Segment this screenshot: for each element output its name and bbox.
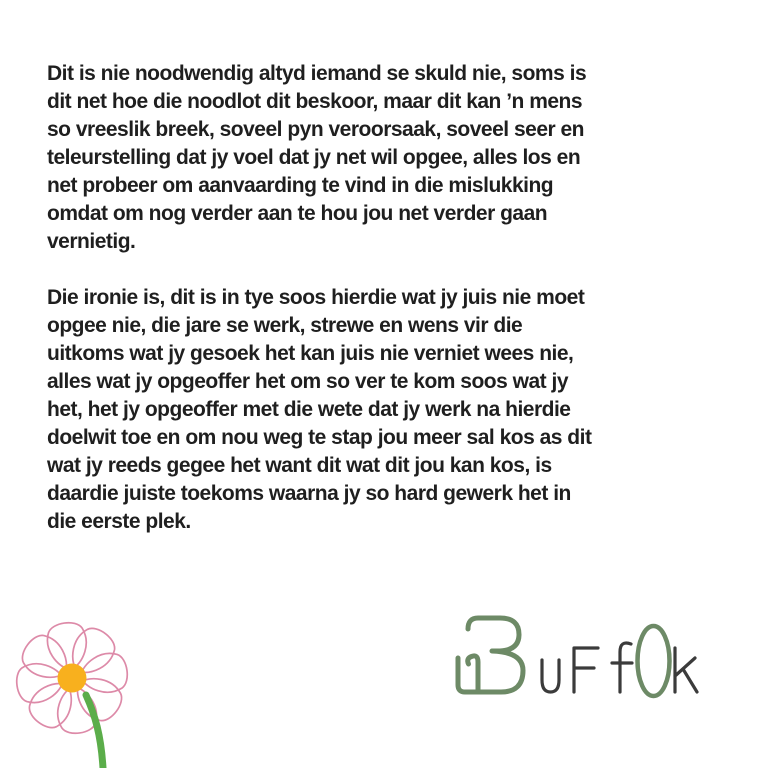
quote-line: dit net hoe die noodlot dit beskoor, maar dit kan ’n mens (47, 90, 583, 113)
logo-letter-O (638, 626, 670, 696)
quote-line: uitkoms wat jy gesoek het kan juis nie verniet wees nie, (47, 342, 574, 365)
logo-letter-u (542, 660, 559, 692)
quote-line: omdat om nog verder aan te hou jou net verder gaan (47, 202, 548, 225)
quote-line: teleurstelling dat jy voel dat jy net wil opgee, alles los en (47, 146, 581, 169)
quote-line: vernietig. (47, 230, 136, 253)
logo-letter-F (574, 648, 598, 692)
quote-line: so vreeslik breek, soveel pyn veroorsaak, soveel seer en (47, 118, 585, 141)
flower-center (58, 664, 87, 693)
logo-letters-dark (542, 643, 697, 692)
quote-line: Die ironie is, dit is in tye soos hierdie wat jy juis nie moet (47, 286, 585, 309)
quote-line: opgee nie, die jare se werk, strewe en wens vir die (47, 314, 523, 337)
quote-line: het, het jy opgeoffer met die wete dat jy werk na hierdie (47, 398, 571, 421)
quote-line: doelwit toe en om nou weg te stap jou meer sal kos as dit (47, 426, 592, 449)
logo-b-glyph (458, 618, 523, 692)
quote-line: net probeer om aanvaarding te vind in die mislukking (47, 174, 554, 197)
quote-line: wat jy reeds gegee het want dit wat dit jou kan kos, is (47, 454, 552, 477)
buffok-logo (448, 608, 708, 710)
logo-letter-f (612, 643, 632, 692)
quote-line: daardie juiste toekoms waarna jy so hard gewerk het in (47, 482, 571, 505)
quote-line: Dit is nie noodwendig altyd iemand se skuld nie, soms is (47, 62, 587, 85)
quote-line: alles wat jy opgeoffer het om so ver te kom soos wat jy (47, 370, 568, 393)
quote-paragraph-2 (47, 284, 747, 536)
quote-paragraph-1 (47, 60, 747, 256)
quote-line: die eerste plek. (47, 510, 191, 533)
logo-letter-k (675, 648, 697, 692)
flower-illustration (0, 585, 175, 768)
quote-text-block (47, 60, 747, 536)
